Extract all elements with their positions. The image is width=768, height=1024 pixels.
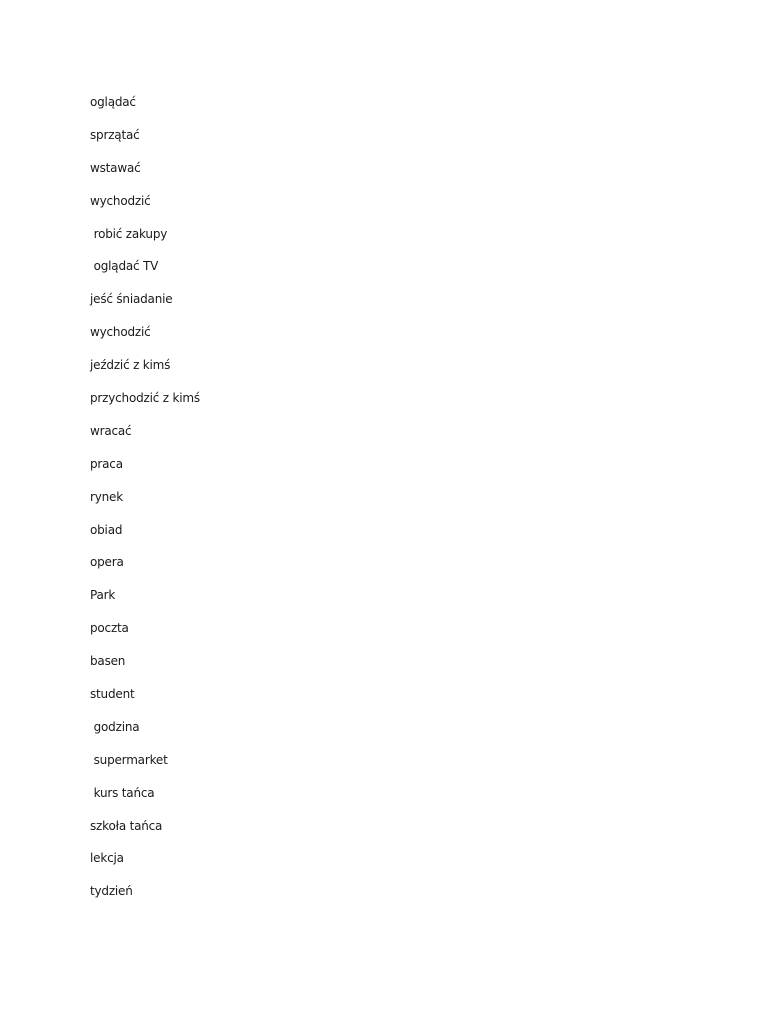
word-item: godzina — [90, 719, 140, 734]
word-item: wstawać — [90, 160, 141, 175]
word-item: robić zakupy — [90, 226, 168, 241]
word-item: Park — [90, 588, 116, 603]
word-item: oglądać TV — [90, 259, 159, 274]
word-item: lekcja — [90, 851, 124, 866]
word-item: student — [90, 687, 135, 702]
word-item: praca — [90, 456, 123, 471]
word-item: tydzień — [90, 884, 133, 899]
word-item: opera — [90, 555, 124, 570]
word-item: obiad — [90, 522, 123, 537]
word-item: jeździć z kimś — [90, 358, 171, 373]
word-item: kurs tańca — [90, 785, 155, 800]
word-item: sprzątać — [90, 127, 140, 142]
word-item: szkoła tańca — [90, 818, 163, 833]
word-item: wracać — [90, 423, 132, 438]
word-item: jeść śniadanie — [90, 292, 173, 307]
word-item: supermarket — [90, 752, 168, 767]
word-item: wychodzić — [90, 193, 151, 208]
word-item: poczta — [90, 621, 129, 636]
word-item: przychodzić z kimś — [90, 391, 200, 406]
word-list — [90, 92, 200, 914]
word-item: basen — [90, 654, 126, 669]
word-item: rynek — [90, 489, 123, 504]
word-item: wychodzić — [90, 325, 151, 340]
word-item: oglądać — [90, 95, 136, 109]
